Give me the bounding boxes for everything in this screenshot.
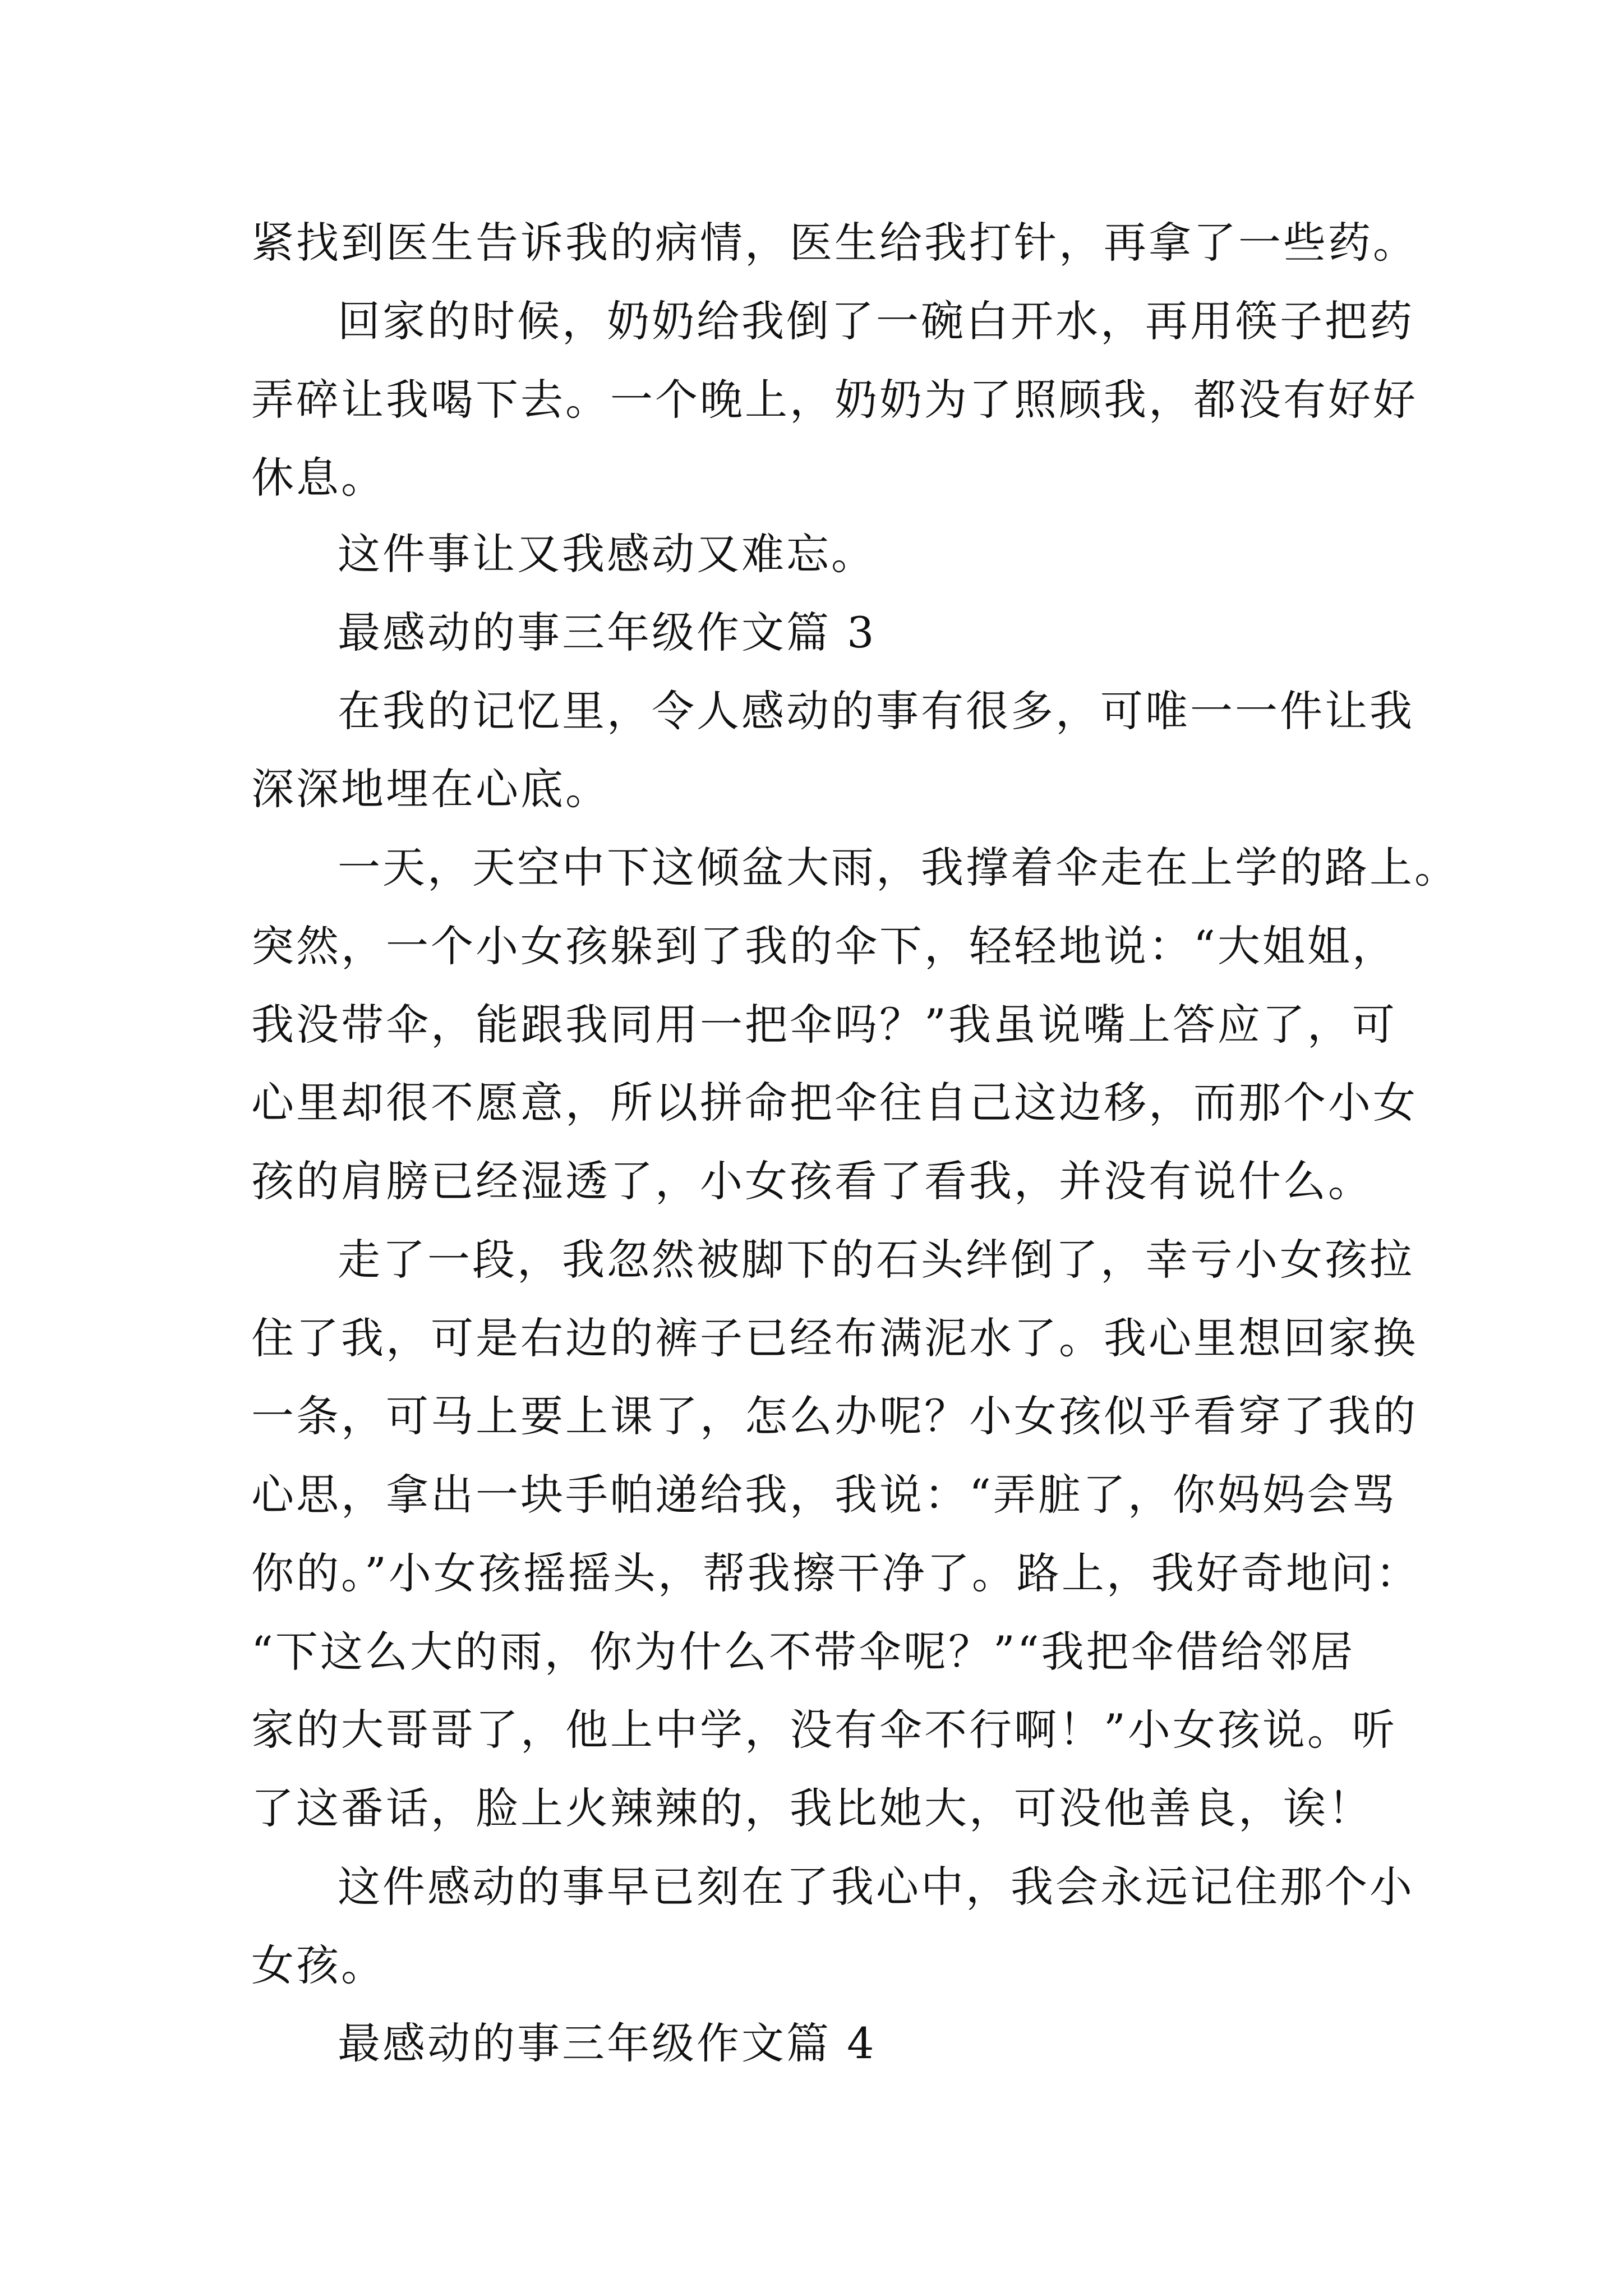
text-line: 在我的记忆里，令人感动的事有很多，可唯一一件让我 xyxy=(338,686,1414,736)
text-line: 了这番话，脸上火辣辣的，我比她大，可没他善良，诶！ xyxy=(251,1783,1373,1833)
text-line: 突然，一个小女孩躲到了我的伞下，轻轻地说：“大姐姐， xyxy=(251,921,1397,971)
text-line: 弄碎让我喝下去。一个晚上，奶奶为了照顾我，都没有好好 xyxy=(251,375,1418,425)
text-line: 家的大哥哥了，他上中学，没有伞不行啊！”小女孩说。听 xyxy=(251,1705,1397,1755)
text-line: 你的。”小女孩摇摇头，帮我擦干净了。路上，我好奇地问： xyxy=(251,1548,1421,1598)
text-line: 住了我，可是右边的裤子已经布满泥水了。我心里想回家换 xyxy=(251,1313,1418,1363)
section-heading: 最感动的事三年级作文篇 3 xyxy=(338,608,877,657)
text-line: 这件事让又我感动又难忘。 xyxy=(338,529,876,579)
text-line: 一条，可马上要上课了，怎么办呢？小女孩似乎看穿了我的 xyxy=(251,1391,1418,1441)
text-line: 一天，天空中下这倾盆大雨，我撑着伞走在上学的路上。 xyxy=(338,843,1459,892)
text-line: 紧找到医生告诉我的病情，医生给我打针，再拿了一些药。 xyxy=(251,218,1418,268)
text-line: 女孩。 xyxy=(251,1940,386,1990)
text-line: 心思，拿出一块手帕递给我，我说：“弄脏了，你妈妈会骂 xyxy=(251,1470,1397,1520)
text-line: “下这么大的雨，你为什么不带伞呢？”“我把伞借给邻居 xyxy=(251,1627,1355,1677)
section-heading: 最感动的事三年级作文篇 4 xyxy=(338,2018,877,2068)
text-line: 休息。 xyxy=(251,453,386,503)
text-line: 回家的时候，奶奶给我倒了一碗白开水，再用筷子把药 xyxy=(338,296,1414,346)
text-line: 心里却很不愿意，所以拼命把伞往自己这边移，而那个小女 xyxy=(251,1078,1418,1128)
text-line: 孩的肩膀已经湿透了，小女孩看了看我，并没有说什么。 xyxy=(251,1156,1373,1206)
text-line: 深深地埋在心底。 xyxy=(251,764,610,814)
text-line: 我没带伞，能跟我同用一把伞吗？”我虽说嘴上答应了，可 xyxy=(251,1000,1397,1050)
text-line: 走了一段，我忽然被脚下的石头绊倒了，幸亏小女孩拉 xyxy=(338,1235,1414,1285)
text-line: 这件感动的事早已刻在了我心中，我会永远记住那个小 xyxy=(338,1862,1414,1912)
